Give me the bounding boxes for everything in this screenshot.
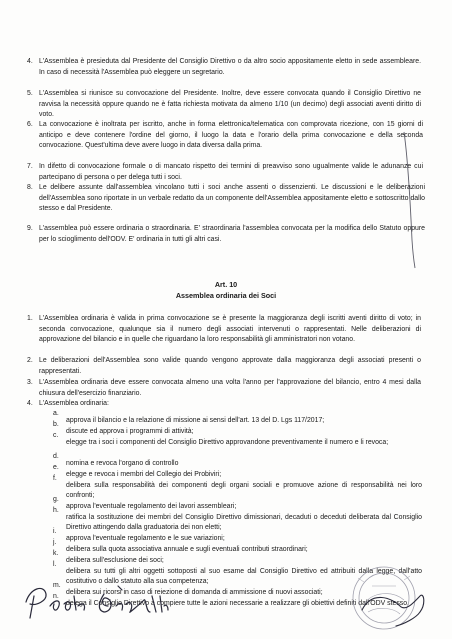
sub-item-letter: n.: [53, 593, 59, 600]
sub-item-letter: c.: [53, 432, 59, 439]
item-text: L'Assemblea è presieduta dal Presidente del Consiglio Direttivo o da altro socio appositamente eletto in sede assembleare. In caso di necessità l'Assemblea può eleggere un segretario.: [39, 58, 421, 76]
item-text: L'Assemblea ordinaria è valida in prima convocazione se è presente la maggioranza degli iscritti aventi diritto di voto; in seconda convocazione, qualunque sia il numero degli associati intervenuti o rappresentati. Nelle deliberazioni di approvazione del bilancio e in quelle che riguardano la loro responsabilità gli amministratori non votano.: [39, 315, 421, 344]
item-number: 5.: [27, 90, 33, 97]
sub-item-letter: h.: [53, 507, 59, 514]
item-number: 4.: [27, 58, 33, 65]
sub-item-text: delibera sui ricorsi in caso di reiezione di domanda di ammissione di nuovi associati;: [66, 588, 323, 596]
item-text: L'Assemblea si riunisce su convocazione del Presidente. Inoltre, deve essere convocata quando il Consiglio Direttivo ne ravvisa la necessità oppure quando ne è fatta richiesta motivata da almeno 1/10 (un decimo) degli associati aventi diritto di voto.: [39, 90, 421, 119]
sub-item-text: elegge e revoca i membri del Collegio dei Probiviri;: [66, 470, 222, 478]
item-text: In difetto di convocazione formale o di mancato rispetto dei termini di preavviso sono ugualmente valide le adunanze cui partecipano di persona o per delega tutti i soci.: [39, 163, 423, 181]
sub-item-letter: m.: [53, 582, 61, 589]
sub-item-letter: g.: [53, 496, 59, 503]
sub-item-letter: b.: [53, 421, 59, 428]
sub-item-letter: k.: [53, 550, 59, 557]
sub-item-letter: e.: [53, 464, 59, 471]
item-text: La convocazione è inoltrata per iscritto, anche in forma elettronica/telematica con comprovata ricezione, con 15 giorni di anticipo e deve contenere l'ordine del giorno, il luogo la data e l'orario della prima convocazione e della seconda convocazione. Quest'ultima deve avere luogo in data diversa dalla prima.: [39, 121, 423, 150]
sub-item-text: nomina e revoca l'organo di controllo: [66, 459, 179, 467]
sub-item-text: delibera sulla quota associativa annuale e sugli eventuali contributi straordinari;: [66, 545, 308, 553]
item-text: Le deliberazioni dell'Assemblea sono valide quando vengono approvate dalla maggioranza degli associati presenti o rappresentati.: [39, 357, 421, 375]
sub-item-letter: l.: [53, 561, 57, 568]
item-number: 1.: [27, 315, 33, 322]
article-title: Assemblea ordinaria dei Soci: [175, 291, 277, 300]
item-number: 9.: [27, 225, 33, 232]
item-text: L'Assemblea ordinaria:: [39, 400, 109, 407]
sub-item-letter: i.: [53, 528, 57, 535]
sub-item-letter: f.: [53, 475, 57, 482]
sub-item-text: delibera su tutti gli altri oggetti sottoposti al suo esame dal Consiglio Direttivo ed attribuiti dalla legge, dall'atto costitutivo o dallo statuto alla sua competenza;: [66, 567, 422, 586]
sub-item-letter: j.: [53, 539, 57, 546]
sub-item-text: delibera sull'esclusione dei soci;: [66, 556, 164, 564]
sub-item-text: approva l'eventuale regolamento e le sue variazioni;: [66, 534, 225, 542]
item-number: 4.: [27, 400, 33, 407]
item-text: L'assemblea può essere ordinaria o straordinaria. E' straordinaria l'assemblea convocata per la modifica dello Statuto oppure per lo scioglimento dell'ODV. E' ordinaria in tutti gli altri casi.: [39, 225, 425, 243]
sub-item-letter: d.: [53, 453, 59, 460]
item-number: 8.: [27, 184, 33, 191]
sub-item-text: delibera sulla responsabilità dei componenti degli organi sociali e promuove azione di responsabilità nei loro confronti;: [66, 481, 422, 500]
sub-item-text: approva l'eventuale regolamento dei lavori assembleari;: [66, 502, 237, 510]
item-number: 6.: [27, 121, 33, 128]
item-number: 3.: [27, 379, 33, 386]
item-number: 7.: [27, 163, 33, 170]
signature-mark: [26, 586, 168, 618]
article-number: Art. 10: [214, 280, 238, 289]
sub-item-text: ratifica la sostituzione dei membri del Consiglio Direttivo dimissionari, decaduti o deceduti deliberata dal Consiglio Direttivo attingendo dalla graduatoria dei non eletti;: [66, 513, 422, 532]
sub-item-text: elegge tra i soci i componenti del Consiglio Direttivo approvandone preventivamente il numero e li revoca;: [66, 438, 389, 446]
item-text: L'Assemblea ordinaria deve essere convocata almeno una volta l'anno per l'approvazione del bilancio, entro 4 mesi dalla chiusura dell'esercizio finanziario.: [39, 379, 421, 397]
sub-item-text: delega il Consiglio Direttivo a compiere tutte le azioni necessarie a realizzare gli obiettivi definiti dall'ODV stesso.: [66, 599, 409, 607]
sub-item-text: approva il bilancio e la relazione di missione ai sensi dell'art. 13 del D. Lgs 117/2017;: [66, 416, 325, 424]
sub-item-text: discute ed approva i programmi di attività;: [66, 427, 194, 435]
margin-pen-mark: [404, 132, 415, 268]
item-number: 2.: [27, 357, 33, 364]
item-text: Le delibere assunte dall'assemblea vincolano tutti i soci anche assenti o dissenzienti. Le discussioni e le deliberazioni dell'Assemblea sono riportate in un verbale redatto da un componente dell'Assemblea appositamente eletto e sottoscritto dallo stesso e dal Presidente.: [39, 184, 425, 213]
sub-item-letter: a.: [53, 410, 59, 417]
